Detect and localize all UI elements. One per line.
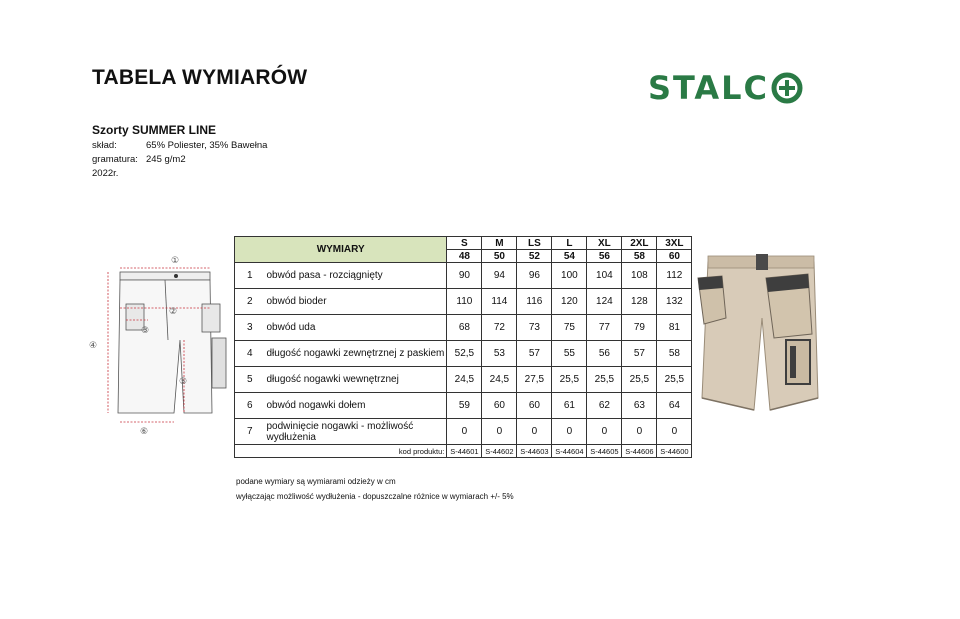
cell-value: 56 — [587, 341, 622, 367]
cell-value: 59 — [447, 393, 482, 419]
marker-5: ⑤ — [179, 377, 188, 387]
cell-value: 0 — [482, 419, 517, 445]
table-row — [235, 263, 692, 289]
weight-value: 245 g/m2 — [146, 154, 186, 165]
row-number: 7 — [235, 419, 265, 445]
size-number: 48 — [447, 250, 482, 263]
cell-value: 0 — [517, 419, 552, 445]
product-code: S-44602 — [482, 445, 517, 458]
row-label: długość nogawki wewnętrznej — [265, 367, 447, 393]
page-title: TABELA WYMIARÓW — [92, 66, 308, 89]
cell-value: 124 — [587, 289, 622, 315]
cell-value: 0 — [447, 419, 482, 445]
product-code: S-44600 — [657, 445, 692, 458]
size-number: 58 — [622, 250, 657, 263]
brand-name: STALC — [648, 69, 770, 107]
table-row — [235, 393, 692, 419]
cell-value: 0 — [552, 419, 587, 445]
brand-logo — [648, 70, 824, 106]
cell-value: 62 — [587, 393, 622, 419]
measurement-diagram — [88, 248, 238, 438]
row-label: obwód pasa - rozciągnięty — [265, 263, 447, 289]
brand-logo-mark — [770, 71, 804, 105]
cell-value: 52,5 — [447, 341, 482, 367]
cell-value: 27,5 — [517, 367, 552, 393]
weight-label: gramatura: — [92, 154, 138, 165]
row-label: obwód nogawki dołem — [265, 393, 447, 419]
cell-value: 58 — [657, 341, 692, 367]
size-label: 3XL — [657, 237, 692, 250]
row-number: 5 — [235, 367, 265, 393]
cell-value: 25,5 — [622, 367, 657, 393]
table-row — [235, 289, 692, 315]
product-code-row — [235, 445, 692, 458]
cell-value: 61 — [552, 393, 587, 419]
cell-value: 116 — [517, 289, 552, 315]
product-code: S-44601 — [447, 445, 482, 458]
cell-value: 68 — [447, 315, 482, 341]
size-number: 54 — [552, 250, 587, 263]
cell-value: 25,5 — [552, 367, 587, 393]
row-number: 2 — [235, 289, 265, 315]
row-number: 4 — [235, 341, 265, 367]
row-number: 3 — [235, 315, 265, 341]
size-label: M — [482, 237, 517, 250]
size-label: LS — [517, 237, 552, 250]
cell-value: 24,5 — [482, 367, 517, 393]
table-row — [235, 341, 692, 367]
product-code: S-44603 — [517, 445, 552, 458]
cell-value: 63 — [622, 393, 657, 419]
size-label: S — [447, 237, 482, 250]
cell-value: 75 — [552, 315, 587, 341]
note-tolerance: wyłączając możliwość wydłużenia - dopuszczalne różnice w wymiarach +/- 5% — [236, 492, 514, 501]
product-year: 2022r. — [92, 168, 119, 179]
size-label: 2XL — [622, 237, 657, 250]
cell-value: 94 — [482, 263, 517, 289]
size-label: XL — [587, 237, 622, 250]
row-label: obwód uda — [265, 315, 447, 341]
row-label: długość nogawki zewnętrznej z paskiem — [265, 341, 447, 367]
marker-2: ② — [169, 307, 178, 317]
cell-value: 53 — [482, 341, 517, 367]
composition-value: 65% Poliester, 35% Bawełna — [146, 140, 268, 151]
cell-value: 25,5 — [587, 367, 622, 393]
marker-6: ⑥ — [140, 427, 149, 437]
cell-value: 112 — [657, 263, 692, 289]
size-header-row — [235, 237, 692, 250]
row-number: 6 — [235, 393, 265, 419]
marker-1: ① — [171, 256, 180, 266]
table-row — [235, 315, 692, 341]
size-number: 56 — [587, 250, 622, 263]
cell-value: 108 — [622, 263, 657, 289]
size-label: L — [552, 237, 587, 250]
cell-value: 114 — [482, 289, 517, 315]
weight-line — [92, 154, 186, 165]
cell-value: 79 — [622, 315, 657, 341]
cell-value: 64 — [657, 393, 692, 419]
cell-value: 0 — [622, 419, 657, 445]
cell-value: 60 — [482, 393, 517, 419]
product-code: S-44606 — [622, 445, 657, 458]
composition-label: skład: — [92, 140, 117, 151]
product-code: S-44604 — [552, 445, 587, 458]
cell-value: 81 — [657, 315, 692, 341]
row-label: obwód bioder — [265, 289, 447, 315]
cell-value: 100 — [552, 263, 587, 289]
cell-value: 57 — [622, 341, 657, 367]
composition-line — [92, 140, 267, 151]
cell-value: 57 — [517, 341, 552, 367]
marker-3: ③ — [141, 326, 150, 336]
table-row — [235, 419, 692, 445]
cell-value: 132 — [657, 289, 692, 315]
cell-value: 0 — [587, 419, 622, 445]
wymiary-header: WYMIARY — [235, 237, 447, 263]
cell-value: 72 — [482, 315, 517, 341]
cell-value: 73 — [517, 315, 552, 341]
product-code: S-44605 — [587, 445, 622, 458]
cell-value: 60 — [517, 393, 552, 419]
cell-value: 0 — [657, 419, 692, 445]
size-number: 60 — [657, 250, 692, 263]
table-row — [235, 367, 692, 393]
cell-value: 110 — [447, 289, 482, 315]
size-table — [234, 236, 692, 458]
cell-value: 77 — [587, 315, 622, 341]
marker-4: ④ — [89, 341, 98, 351]
row-number: 1 — [235, 263, 265, 289]
cell-value: 128 — [622, 289, 657, 315]
product-photo — [696, 248, 826, 418]
size-number: 52 — [517, 250, 552, 263]
cell-value: 120 — [552, 289, 587, 315]
cell-value: 90 — [447, 263, 482, 289]
note-units: podane wymiary są wymiarami odzieży w cm — [236, 477, 396, 486]
cell-value: 24,5 — [447, 367, 482, 393]
cell-value: 25,5 — [657, 367, 692, 393]
product-name: Szorty SUMMER LINE — [92, 123, 217, 137]
size-number: 50 — [482, 250, 517, 263]
cell-value: 55 — [552, 341, 587, 367]
row-label: podwinięcie nogawki - możliwość wydłużenia — [265, 419, 447, 445]
cell-value: 104 — [587, 263, 622, 289]
cell-value: 96 — [517, 263, 552, 289]
product-code-label: kod produktu: — [235, 445, 447, 458]
